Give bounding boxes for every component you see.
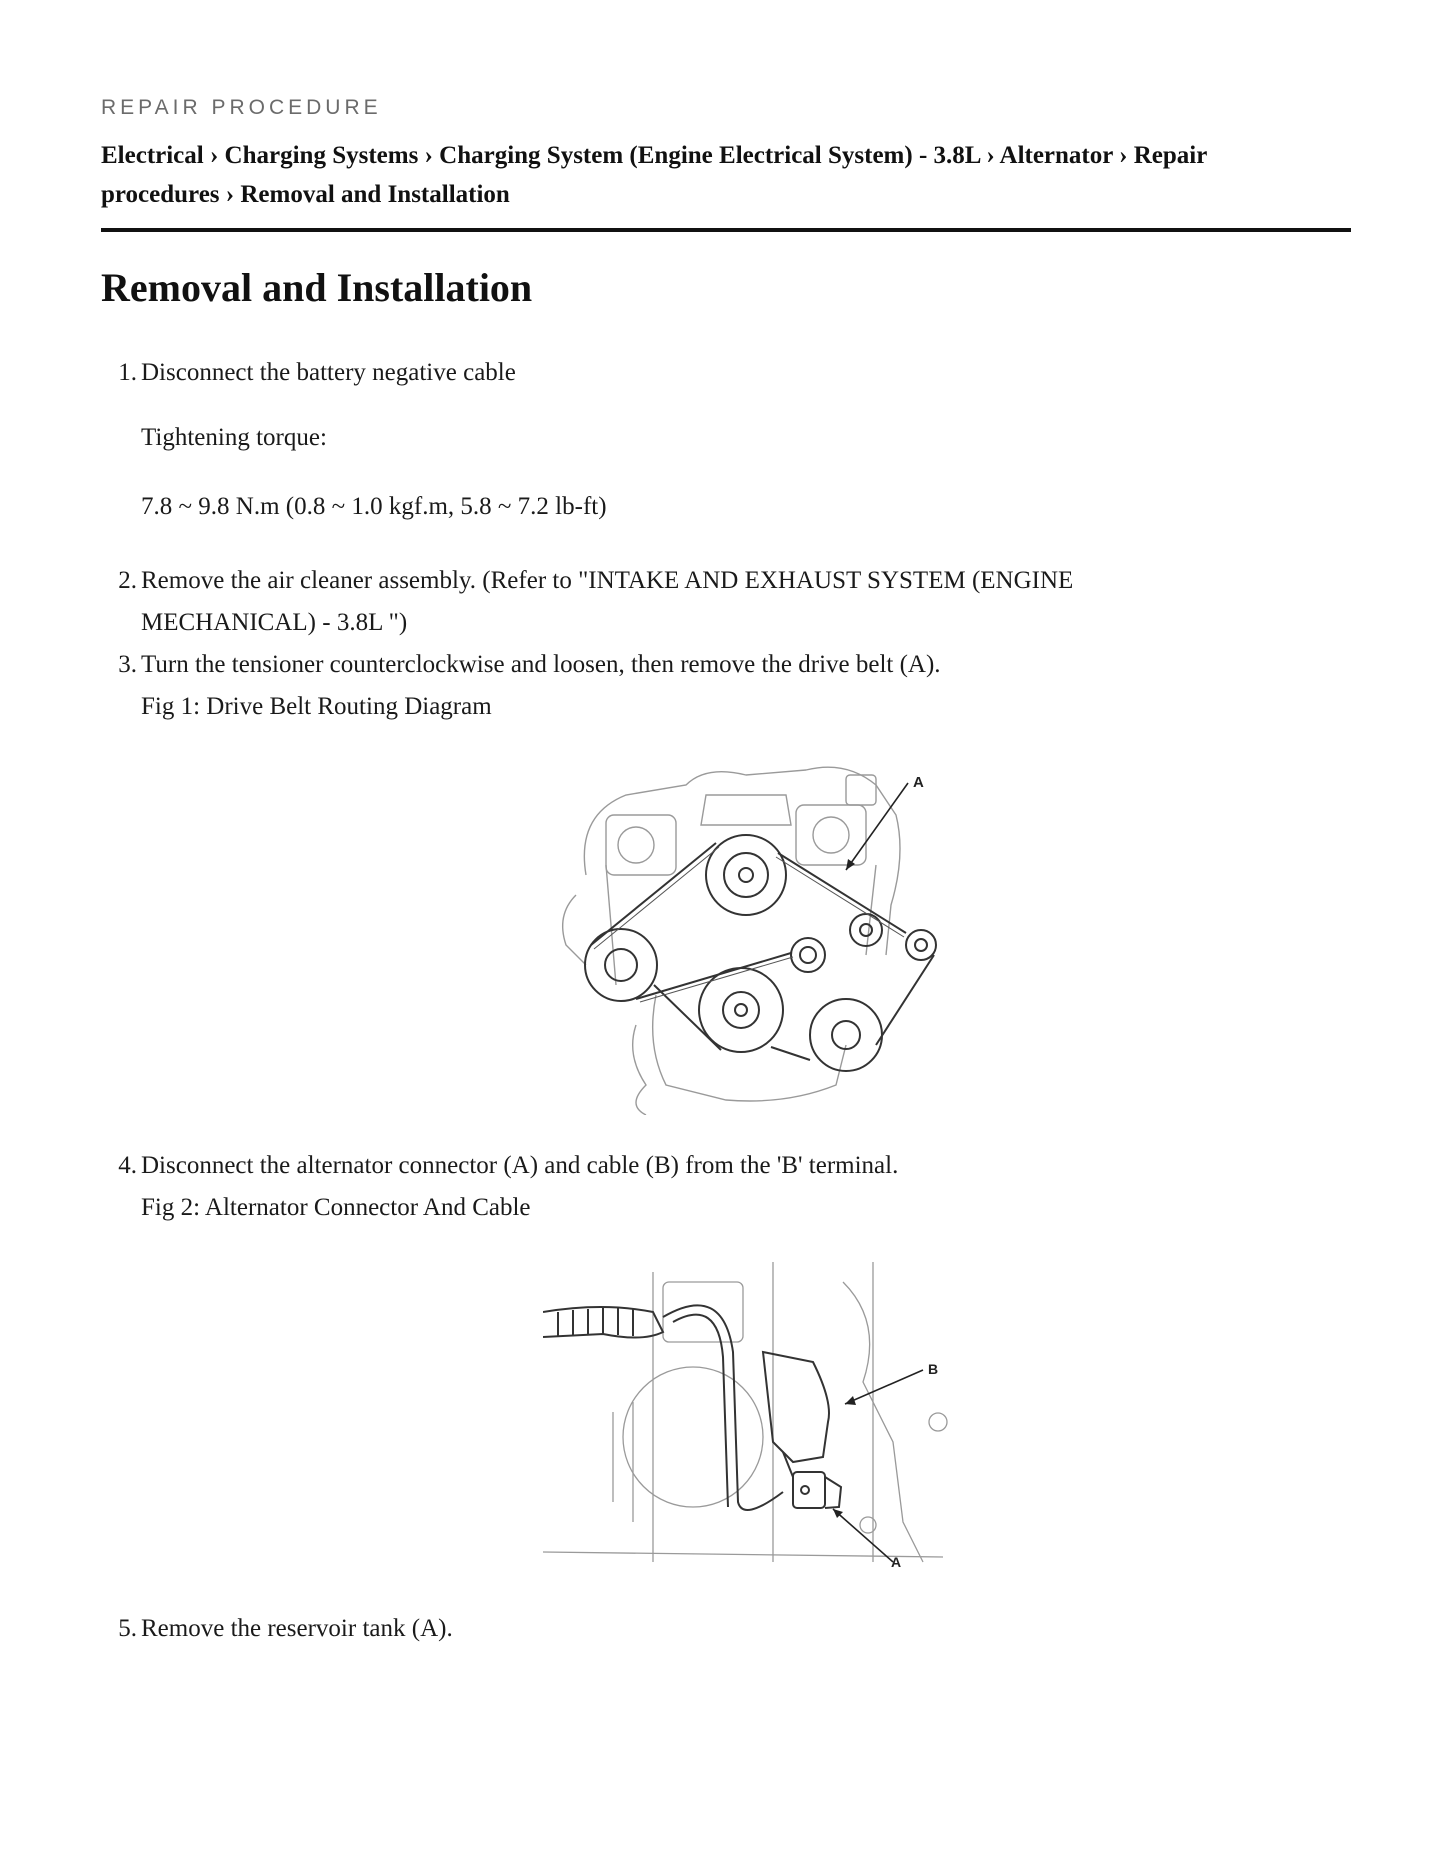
drive-belt-diagram [546, 755, 946, 1115]
callout-label-a: A [913, 774, 924, 791]
alternator-connector-diagram [543, 1262, 953, 1572]
step-number: 4. [118, 1152, 137, 1179]
callout-label-b: B [928, 1361, 939, 1377]
step-text: Disconnect the battery negative cable [141, 359, 516, 386]
step-text-line-2: MECHANICAL) - 3.8L ") [141, 609, 408, 636]
figure-caption: Fig 1: Drive Belt Routing Diagram [141, 693, 492, 720]
step-text [141, 644, 1291, 728]
breadcrumb-line-2: procedures › Removal and Installation [101, 181, 510, 208]
breadcrumb-line-1: Electrical › Charging Systems › Charging System (Engine Electrical System) - 3.8L › Alternator › Repair [101, 142, 1208, 169]
step-text: Remove the reservoir tank (A). [141, 1615, 453, 1642]
step-text [141, 1145, 1291, 1229]
figure-caption: Fig 2: Alternator Connector And Cable [141, 1194, 531, 1221]
step-text-line: Turn the tensioner counterclockwise and loosen, then remove the drive belt (A). [141, 651, 941, 678]
header-divider [101, 228, 1351, 232]
step-number: 1. [118, 359, 137, 386]
breadcrumb [101, 136, 1351, 214]
step-number: 2. [118, 567, 137, 594]
step-text-line-1: Remove the air cleaner assembly. (Refer to "INTAKE AND EXHAUST SYSTEM (ENGINE [141, 567, 1074, 594]
page-title: Removal and Installation [101, 265, 533, 310]
step-text [141, 560, 1291, 644]
torque-label: Tightening torque: [141, 424, 327, 451]
section-kicker: REPAIR PROCEDURE [101, 96, 382, 119]
step-text-line: Disconnect the alternator connector (A) and cable (B) from the 'B' terminal. [141, 1152, 899, 1179]
step-number: 3. [118, 651, 137, 678]
callout-label-a: A [891, 1554, 902, 1570]
torque-value: 7.8 ~ 9.8 N.m (0.8 ~ 1.0 kgf.m, 5.8 ~ 7.2 lb-ft) [141, 493, 607, 520]
step-number: 5. [118, 1615, 137, 1642]
